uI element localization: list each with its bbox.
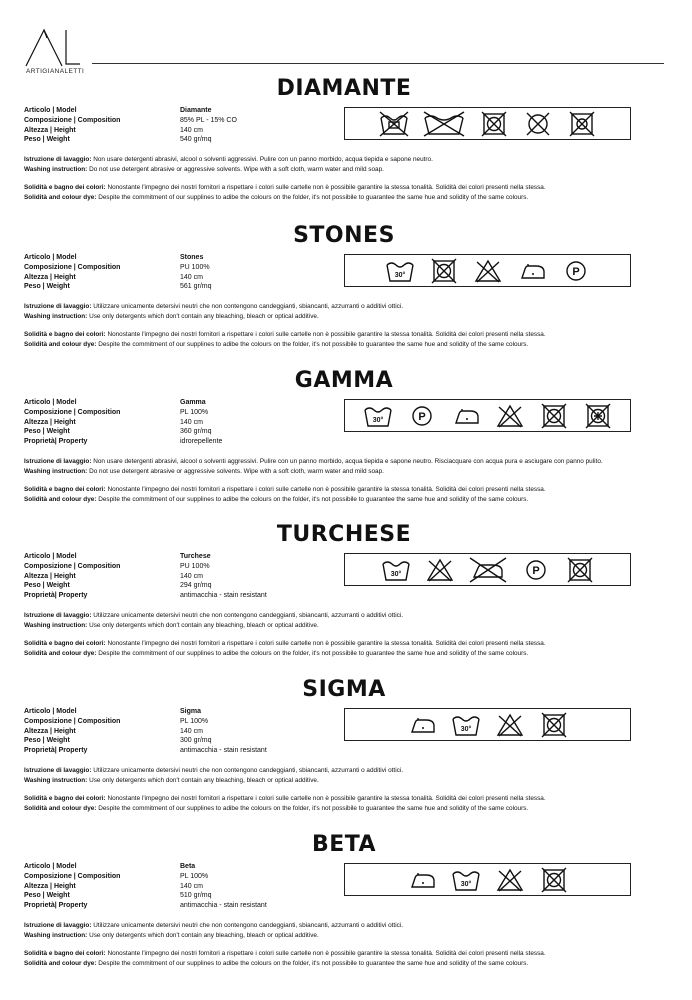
spec-row	[24, 408, 344, 418]
spec-row	[24, 707, 344, 717]
product-section-sigma	[24, 677, 664, 827]
spec-key: Proprietà| Property	[24, 747, 88, 755]
colour-fastness-text: Nonostante l'impegno dei nostri fornitori a rispettare i colori sulle cartelle non è possibile garantire la stessa tonalità. Solidità dei colori presenti nella stessa.	[105, 184, 546, 192]
spec-value: 294 gr/mq	[180, 582, 212, 590]
washing-instructions-line	[24, 457, 664, 467]
spec-row	[24, 418, 344, 428]
product-section-gamma	[24, 368, 664, 518]
washing-instructions-text: Utilizzare unicamente detersivi neutri che non contengono candeggianti, sbiancanti, azzurranti o additivi ottici.	[91, 922, 404, 929]
washing-instructions-label: Istruzione di lavaggio:	[24, 922, 92, 929]
care-symbols-box	[344, 399, 631, 432]
brand-logo	[22, 26, 102, 76]
pro-clean-label: P	[531, 564, 540, 577]
spec-row	[24, 581, 344, 591]
spec-value: 85% PL - 15% CO	[180, 116, 237, 124]
no-bleach-icon	[494, 865, 526, 895]
care-symbols-box	[344, 107, 631, 140]
spec-row	[24, 591, 344, 601]
colour-fastness-text: Despite the commitment of our supplines to adibe the colours on the folder, it's not possibile to guarantee the same hue and solidity of the same colours.	[96, 649, 529, 657]
washing-instructions-label: Istruzione di lavaggio:	[24, 767, 92, 774]
spec-row	[24, 253, 344, 263]
spec-key: Altezza | Height	[24, 882, 76, 890]
colour-fastness-label: Solidità e bagno dei colori:	[24, 950, 106, 957]
washing-instructions-text: Use only detergents which don't contain any bleaching, bleach or optical additive.	[87, 312, 319, 320]
product-title: GAMMA	[294, 368, 394, 393]
spec-value: PL 100%	[180, 408, 209, 416]
water-repellent-icon	[582, 401, 614, 431]
no-bleach-icon	[494, 710, 526, 740]
colour-fastness-text: Nonostante l'impegno dei nostri fornitori a rispettare i colori sulle cartelle non è possibile garantire la stessa tonalità. Solidità dei colori presenti nella stessa.	[105, 486, 546, 493]
colour-fastness	[24, 330, 664, 349]
washing-instructions-text: Utilizzare unicamente detersivi neutri che non contengono candeggianti, sbiancanti, azzurranti o additivi ottici.	[91, 767, 404, 774]
no-dry-icon	[566, 109, 598, 139]
spec-key: Composizione | Composition	[24, 717, 121, 725]
spec-row	[24, 727, 344, 737]
page-header	[0, 0, 692, 80]
no-iron-icon	[468, 555, 508, 585]
spec-key: Peso | Weight	[24, 136, 70, 144]
washing-instructions-line	[24, 302, 664, 312]
spec-key: Peso | Weight	[24, 582, 70, 590]
spec-table	[24, 707, 344, 756]
care-symbols-box	[344, 863, 631, 896]
washing-instructions-line	[24, 921, 664, 931]
washing-instructions-label: Washing instruction:	[24, 621, 88, 629]
spec-value: 300 gr/mq	[180, 737, 212, 745]
spec-row	[24, 862, 344, 872]
washing-instructions-text: Non usare detergenti abrasivi, alcool o solventi aggressivi. Pulire con un panno morbido, acqua tiepida e sapone neutro. Risciacquare con acqua pura e asciugare con panno pulito.	[91, 458, 603, 465]
iron-low-icon	[450, 401, 482, 431]
product-title: TURCHESE	[276, 522, 412, 547]
spec-value: PL 100%	[180, 872, 209, 880]
washing-instructions	[24, 155, 664, 174]
spec-key: Articolo | Model	[24, 254, 77, 261]
colour-fastness-label: Solidità e bagno dei colori:	[24, 795, 106, 802]
spec-table	[24, 552, 344, 601]
spec-row	[24, 572, 344, 582]
product-section-diamante	[24, 76, 664, 226]
no-bleach-icon	[424, 555, 456, 585]
washing-instructions	[24, 611, 664, 630]
spec-row	[24, 891, 344, 901]
colour-fastness-line	[24, 183, 664, 193]
colour-fastness-label: Solidità e bagno dei colori:	[24, 486, 106, 493]
colour-fastness-line	[24, 649, 664, 659]
spec-key: Articolo | Model	[24, 107, 77, 114]
colour-fastness-text: Despite the commitment of our supplines to adibe the colours on the folder, it's not possibile to guarantee the same hue and solidity of the same colours.	[96, 959, 529, 967]
spec-value: PU 100%	[180, 263, 210, 271]
product-title: SIGMA	[302, 677, 386, 702]
no-dry-clean-icon	[522, 109, 554, 139]
colour-fastness-label: Solidità and colour dye:	[24, 649, 97, 657]
colour-fastness-text: Nonostante l'impegno dei nostri fornitori a rispettare i colori sulle cartelle non è possibile garantire la stessa tonalità. Solidità dei colori presenti nella stessa.	[105, 640, 546, 647]
colour-fastness-text: Despite the commitment of our supplines to adibe the colours on the folder, it's not possibile to guarantee the same hue and solidity of the same colours.	[96, 340, 529, 348]
colour-fastness	[24, 949, 664, 968]
washing-instructions	[24, 457, 664, 476]
no-wash-icon	[378, 109, 410, 139]
wash-temp-label: 30°	[460, 725, 471, 733]
wash-30-icon	[380, 555, 412, 585]
colour-fastness-line	[24, 495, 664, 505]
washing-instructions-label: Istruzione di lavaggio:	[24, 458, 92, 465]
washing-instructions-line	[24, 776, 664, 786]
colour-fastness	[24, 485, 664, 504]
spec-value: 140 cm	[180, 273, 203, 281]
iron-low-icon	[406, 710, 438, 740]
spec-row	[24, 552, 344, 562]
product-section-stones	[24, 223, 664, 373]
spec-value: antimacchia - stain resistant	[180, 747, 267, 755]
dry-clean-p-icon	[560, 256, 592, 286]
no-tumble-dry-icon	[538, 401, 570, 431]
spec-key: Composizione | Composition	[24, 116, 121, 124]
colour-fastness-text: Nonostante l'impegno dei nostri fornitori a rispettare i colori sulle cartelle non è possibile garantire la stessa tonalità. Solidità dei colori presenti nella stessa.	[105, 950, 546, 957]
colour-fastness-text: Despite the commitment of our supplines to adibe the colours on the folder, it's not possibile to guarantee the same hue and solidity of the same colours.	[96, 804, 529, 812]
product-section-beta	[24, 832, 664, 982]
colour-fastness	[24, 183, 664, 202]
wash-30-icon	[384, 256, 416, 286]
spec-row	[24, 106, 344, 116]
no-bleach-icon	[494, 401, 526, 431]
product-title: STONES	[293, 223, 395, 248]
spec-key: Articolo | Model	[24, 399, 77, 406]
colour-fastness-label: Solidità and colour dye:	[24, 340, 97, 348]
washing-instructions	[24, 302, 664, 321]
product-title: BETA	[311, 832, 377, 857]
pro-clean-label: P	[571, 265, 580, 278]
product-section-turchese	[24, 522, 664, 672]
spec-key: Altezza | Height	[24, 727, 76, 735]
spec-key: Altezza | Height	[24, 572, 76, 580]
spec-row	[24, 116, 344, 126]
spec-key: Peso | Weight	[24, 737, 70, 745]
washing-instructions-line	[24, 165, 664, 175]
spec-row	[24, 135, 344, 145]
colour-fastness-label: Solidità e bagno dei colori:	[24, 640, 106, 647]
spec-key: Articolo | Model	[24, 553, 77, 560]
washing-instructions-label: Istruzione di lavaggio:	[24, 612, 92, 619]
spec-key: Altezza | Height	[24, 273, 76, 281]
spec-key: Composizione | Composition	[24, 872, 121, 880]
spec-row	[24, 736, 344, 746]
colour-fastness-text: Despite the commitment of our supplines to adibe the colours on the folder, it's not possibile to guarantee the same hue and solidity of the same colours.	[96, 495, 529, 503]
header-divider	[92, 63, 664, 64]
spec-value: Stones	[180, 254, 204, 261]
spec-value: 140 cm	[180, 727, 203, 735]
washing-instructions-text: Use only detergents which don't contain any bleaching, bleach or optical additive.	[87, 621, 319, 629]
colour-fastness-text: Nonostante l'impegno dei nostri fornitori a rispettare i colori sulle cartelle non è possibile garantire la stessa tonalità. Solidità dei colori presenti nella stessa.	[105, 331, 546, 339]
spec-key: Altezza | Height	[24, 418, 76, 426]
washing-instructions-label: Istruzione di lavaggio:	[24, 303, 92, 311]
spec-row	[24, 282, 344, 292]
spec-table	[24, 106, 344, 145]
washing-instructions-label: Istruzione di lavaggio:	[24, 156, 92, 164]
colour-fastness-line	[24, 193, 664, 203]
colour-fastness-line	[24, 794, 664, 804]
al-monogram-icon	[22, 26, 82, 68]
spec-value: antimacchia - stain resistant	[180, 902, 267, 910]
spec-value: antimacchia - stain resistant	[180, 592, 267, 600]
washing-instructions-text: Do not use detergent abrasive or aggressive solvents. Wipe with a soft cloth, warm water and mild soap.	[87, 467, 384, 475]
dry-clean-p-icon	[520, 555, 552, 585]
wash-30-icon	[450, 710, 482, 740]
spec-key: Composizione | Composition	[24, 408, 121, 416]
care-symbols-box	[344, 553, 631, 586]
dry-clean-p-icon	[406, 401, 438, 431]
iron-low-icon	[406, 865, 438, 895]
washing-instructions-line	[24, 621, 664, 631]
colour-fastness	[24, 794, 664, 813]
colour-fastness	[24, 639, 664, 658]
spec-key: Proprietà| Property	[24, 902, 88, 910]
spec-table	[24, 398, 344, 447]
spec-row	[24, 427, 344, 437]
brand-name: ARTIGIANALETTI	[26, 68, 85, 75]
spec-row	[24, 126, 344, 136]
colour-fastness-label: Solidità and colour dye:	[24, 804, 97, 812]
spec-row	[24, 901, 344, 911]
colour-fastness-label: Solidità and colour dye:	[24, 959, 97, 967]
wash-temp-label: 30°	[460, 880, 471, 888]
washing-instructions-line	[24, 931, 664, 941]
care-symbols-box	[344, 708, 631, 741]
spec-value: PL 100%	[180, 717, 209, 725]
colour-fastness-line	[24, 639, 664, 649]
spec-key: Composizione | Composition	[24, 263, 121, 271]
no-tumble-dry-icon	[478, 109, 510, 139]
colour-fastness-label: Solidità e bagno dei colori:	[24, 184, 106, 192]
spec-table	[24, 253, 344, 292]
pro-clean-label: P	[417, 410, 426, 423]
spec-key: Proprietà| Property	[24, 592, 88, 600]
washing-instructions-label: Washing instruction:	[24, 165, 88, 173]
washing-instructions-line	[24, 611, 664, 621]
washing-instructions-label: Washing instruction:	[24, 776, 88, 784]
colour-fastness-text: Nonostante l'impegno dei nostri fornitori a rispettare i colori sulle cartelle non è possibile garantire la stessa tonalità. Solidità dei colori presenti nella stessa.	[105, 795, 546, 802]
colour-fastness-line	[24, 949, 664, 959]
care-symbols-box	[344, 254, 631, 287]
spec-value: 140 cm	[180, 572, 203, 580]
colour-fastness-line	[24, 485, 664, 495]
washing-instructions-text: Use only detergents which don't contain any bleaching, bleach or optical additive.	[87, 931, 319, 939]
spec-key: Peso | Weight	[24, 892, 70, 900]
colour-fastness-label: Solidità e bagno dei colori:	[24, 331, 106, 339]
product-title: DIAMANTE	[276, 76, 412, 101]
wash-temp-label: 30°	[394, 271, 405, 279]
washing-instructions-line	[24, 312, 664, 322]
washing-instructions-text: Non usare detergenti abrasivi, alcool o solventi aggressivi. Pulire con un panno morbido, acqua tiepida e sapone neutro.	[91, 156, 433, 164]
spec-row	[24, 872, 344, 882]
spec-key: Articolo | Model	[24, 708, 77, 715]
spec-row	[24, 263, 344, 273]
spec-value: idrorepellente	[180, 438, 223, 446]
wash-temp-label: 30°	[390, 570, 401, 578]
spec-row	[24, 562, 344, 572]
spec-table	[24, 862, 344, 911]
colour-fastness-label: Solidità and colour dye:	[24, 193, 97, 201]
washing-instructions-text: Utilizzare unicamente detersivi neutri che non contengono candeggianti, sbiancanti, azzurranti o additivi ottici.	[91, 612, 404, 619]
spec-value: PU 100%	[180, 562, 210, 570]
spec-value: Turchese	[180, 553, 211, 560]
spec-value: Sigma	[180, 708, 202, 715]
colour-fastness-line	[24, 959, 664, 969]
spec-value: 540 gr/mq	[180, 136, 212, 144]
spec-row	[24, 398, 344, 408]
colour-fastness-line	[24, 804, 664, 814]
spec-key: Articolo | Model	[24, 863, 77, 870]
no-tumble-dry-icon	[538, 865, 570, 895]
colour-fastness-line	[24, 330, 664, 340]
washing-instructions-label: Washing instruction:	[24, 467, 88, 475]
spec-value: 140 cm	[180, 418, 203, 426]
washing-instructions-label: Washing instruction:	[24, 312, 88, 320]
no-machine-wash-icon	[422, 109, 466, 139]
washing-instructions-label: Washing instruction:	[24, 931, 88, 939]
spec-row	[24, 717, 344, 727]
spec-key: Peso | Weight	[24, 283, 70, 291]
no-tumble-dry-icon	[564, 555, 596, 585]
no-tumble-dry-icon	[538, 710, 570, 740]
wash-30-icon	[450, 865, 482, 895]
washing-instructions-text: Utilizzare unicamente detersivi neutri che non contengono candeggianti, sbiancanti, azzurranti o additivi ottici.	[91, 303, 404, 311]
spec-value: 140 cm	[180, 126, 203, 134]
spec-value: Beta	[180, 863, 196, 870]
spec-key: Composizione | Composition	[24, 562, 121, 570]
colour-fastness-text: Despite the commitment of our supplines to adibe the colours on the folder, it's not possibile to guarantee the same hue and solidity of the same colours.	[96, 193, 529, 201]
washing-instructions	[24, 766, 664, 785]
washing-instructions	[24, 921, 664, 940]
washing-instructions-line	[24, 766, 664, 776]
spec-row	[24, 273, 344, 283]
spec-value: Diamante	[180, 107, 212, 114]
spec-row	[24, 746, 344, 756]
spec-value: 140 cm	[180, 882, 203, 890]
spec-row	[24, 882, 344, 892]
spec-value: Gamma	[180, 399, 206, 406]
washing-instructions-text: Do not use detergent abrasive or aggressive solvents. Wipe with a soft cloth, warm water and mild soap.	[87, 165, 384, 173]
spec-value: 510 gr/mq	[180, 892, 212, 900]
iron-low-icon	[516, 256, 548, 286]
no-tumble-dry-icon	[428, 256, 460, 286]
wash-30-icon	[362, 401, 394, 431]
spec-value: 561 gr/mq	[180, 283, 212, 291]
washing-instructions-line	[24, 155, 664, 165]
spec-row	[24, 437, 344, 447]
colour-fastness-line	[24, 340, 664, 350]
spec-value: 360 gr/mq	[180, 428, 212, 436]
spec-key: Altezza | Height	[24, 126, 76, 134]
washing-instructions-line	[24, 467, 664, 477]
wash-temp-label: 30°	[372, 416, 383, 424]
colour-fastness-label: Solidità and colour dye:	[24, 495, 97, 503]
spec-key: Peso | Weight	[24, 428, 70, 436]
spec-key: Proprietà| Property	[24, 438, 88, 446]
washing-instructions-text: Use only detergents which don't contain any bleaching, bleach or optical additive.	[87, 776, 319, 784]
no-bleach-icon	[472, 256, 504, 286]
